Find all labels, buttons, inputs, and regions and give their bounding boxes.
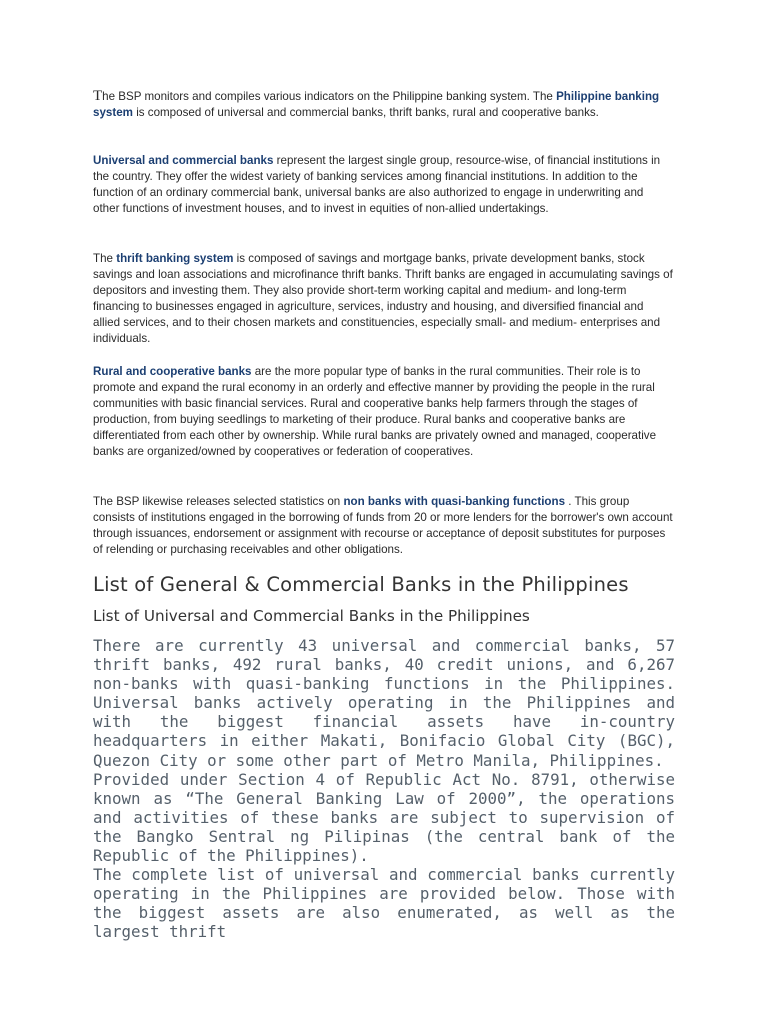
- rural-paragraph: [93, 364, 673, 461]
- nonbanks-paragraph: [93, 494, 673, 558]
- universal-banks-link[interactable]: Universal and commercial banks: [93, 154, 274, 167]
- thrift-text-b: is composed of savings and mortgage banks, private development banks, stock savings and loan associations and microfinance thrift banks. Thrift banks are engaged in accumulating savings of depositors and investing them. They also provide short-term working capital and medium- and long-term financing to businesses engaged in agriculture, services, industry and housing, and diversified financial and allied services, and to their chosen markets and constituencies, especially small- and medium- enterprises and individuals.: [93, 252, 673, 346]
- thrift-banking-system-link[interactable]: thrift banking system: [116, 252, 234, 265]
- philippine-banking-system-link[interactable]: Philippine banking system: [93, 90, 660, 120]
- universal-text: represent the largest single group, resource-wise, of financial institutions in the country. They offer the widest variety of banking services among financial institutions. In addition to the function of an ordinary commercial bank, universal banks are also authorized to engage in underwriting and other functions of investment houses, and to invest in equities of non-allied undertakings.: [93, 154, 661, 216]
- thrift-paragraph: [93, 251, 673, 348]
- rural-cooperative-banks-link[interactable]: Rural and cooperative banks: [93, 365, 252, 378]
- page-title: List of General & Commercial Banks in the Philippines: [93, 573, 629, 596]
- non-banks-quasi-banking-link[interactable]: non banks with quasi-banking functions: [343, 495, 566, 508]
- bank-list-intro-paragraph: The complete list of universal and commercial banks currently operating in the Philippines are provided below. Those with the biggest assets are also enumerated, as well as the largest thrift: [93, 865, 675, 942]
- intro-first-letter: T: [93, 88, 103, 104]
- rural-text: are the more popular type of banks in the rural communities. Their role is to promote and expand the rural economy in an orderly and effective manner by providing the people in the rural communities with basic financial services. Rural and cooperative banks help farmers through the stages of production, from buying seedlings to marketing of their produce. Rural banks and cooperative banks are differentiated from each other by ownership. While rural banks are privately owned and managed, cooperative banks are organized/owned by cooperatives or federation of cooperatives.: [93, 365, 657, 459]
- nonbanks-text-a: The BSP likewise releases selected statistics on: [93, 495, 344, 508]
- intro-text-b: is composed of universal and commercial banks, thrift banks, rural and cooperative banks.: [132, 106, 599, 120]
- section-subtitle: List of Universal and Commercial Banks in the Philippines: [93, 607, 530, 625]
- thrift-text-a: The: [93, 252, 117, 265]
- bank-count-paragraph: There are currently 43 universal and commercial banks, 57 thrift banks, 492 rural banks, 40 credit unions, and 6,267 non-banks with quasi-banking functions in the Philippines. Universal banks actively operating in the Philippines and with the biggest financial assets have in-country headquarters in either Makati, Bonifacio Global City (BGC), Quezon City or some other part of Metro Manila, Philippines.: [93, 636, 675, 770]
- intro-paragraph: [93, 88, 673, 121]
- universal-paragraph: [93, 153, 673, 217]
- general-banking-law-paragraph: Provided under Section 4 of Republic Act No. 8791, otherwise known as “The General Banking Law of 2000”, the operations and activities of these banks are subject to supervision of the Bangko Sentral ng Pilipinas (the central bank of the Republic of the Philippines).: [93, 770, 675, 866]
- nonbanks-text-b: . This group consists of institutions engaged in the borrowing of funds from 20 or more lenders for the borrower's own account through issuances, endorsement or assignment with recourse or acceptance of deposit substitutes for purposes of relending or purchasing receivables and other obligations.: [93, 495, 673, 557]
- intro-text-a: he BSP monitors and compiles various indicators on the Philippine banking system. The: [102, 90, 557, 103]
